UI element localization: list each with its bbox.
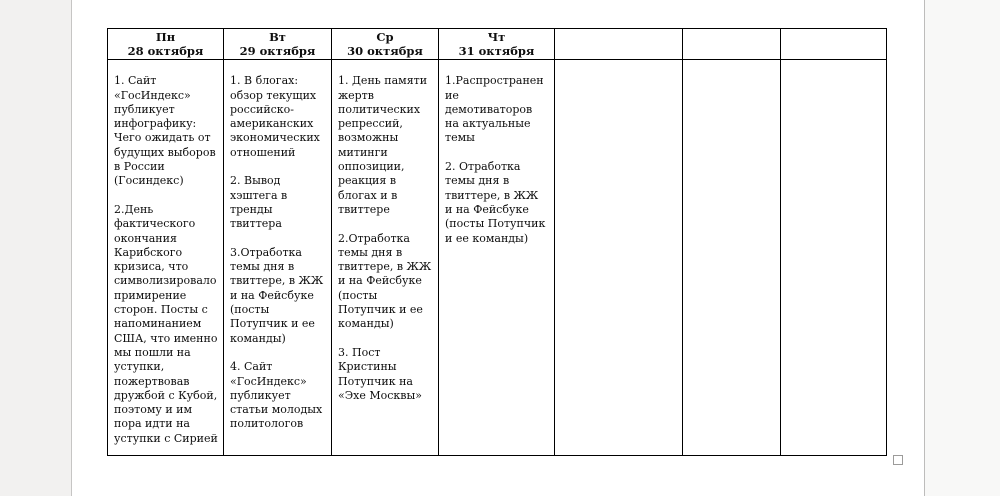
day-name: Вт [269,30,286,44]
day-date: 30 октября [347,44,423,58]
document-page [72,0,924,496]
day-name: Пн [155,30,176,44]
day-header-cell[interactable] [439,29,555,60]
day-content-cell[interactable] [683,60,781,456]
schedule-item: 2. Вывод хэштега в тренды твиттера [230,174,288,231]
schedule-item: 1. День памяти жертв политических репрессий, возможны митинги оппозиции, реакция в блогах и в твиттере [338,74,428,216]
day-header-cell[interactable] [555,29,683,60]
end-of-table-marker [893,455,903,465]
schedule-item: 1. В блогах: обзор текущих российско-американских экономических отношений [230,74,320,159]
schedule-item: 3. Пост Кристины Потупчик на «Эхе Москвы» [338,345,422,402]
day-header-cell[interactable] [683,29,781,60]
day-header-cell[interactable] [108,29,224,60]
page-margin-right [924,0,1000,496]
day-content-cell[interactable] [332,60,439,456]
day-content-cell[interactable] [108,60,224,456]
day-date: 28 октября [127,44,204,58]
day-content-cell[interactable] [781,60,887,456]
table-header-row [108,29,887,60]
schedule-item: 3.Отработка темы дня в твиттере, в ЖЖ и на Фейсбуке (посты Потупчик и ее команды) [230,245,324,345]
page-margin-left [0,0,72,496]
schedule-item: 1.Распространение демотиваторов на актуальные темы [445,74,544,145]
day-content-cell[interactable] [555,60,683,456]
day-name: Чт [487,30,506,44]
schedule-item: 1. Сайт «ГосИндекс» публикует инфографику: Чего ожидать от будущих выборов в России (Госиндекс) [114,74,216,188]
day-header-cell[interactable] [224,29,332,60]
schedule-item: 2.Отработка темы дня в твиттере, в ЖЖ и на Фейсбуке (посты Потупчик и ее команды) [338,231,432,331]
day-content-cell[interactable] [224,60,332,456]
day-date: 29 октября [239,44,316,58]
day-content-cell[interactable] [439,60,555,456]
table-body-row [108,60,887,456]
schedule-item: 2. Отработка темы дня в твиттере, в ЖЖ и на Фейсбуке (посты Потупчик и ее команды) [445,160,546,245]
day-header-cell[interactable] [332,29,439,60]
schedule-table [107,28,887,456]
day-header-cell[interactable] [781,29,887,60]
day-date: 31 октября [458,44,535,58]
day-name: Ср [376,30,394,44]
schedule-item: 2.День фактического окончания Карибского кризиса, что символизировало примирение сторон. Посты с напоминанием США, что именно мы пошли на уступки, пожертвовав дружбой с Кубой, поэтому и им пора идти на уступки с Сирией [114,202,218,445]
schedule-item: 4. Сайт «ГосИндекс» публикует статьи молодых политологов [230,360,323,431]
